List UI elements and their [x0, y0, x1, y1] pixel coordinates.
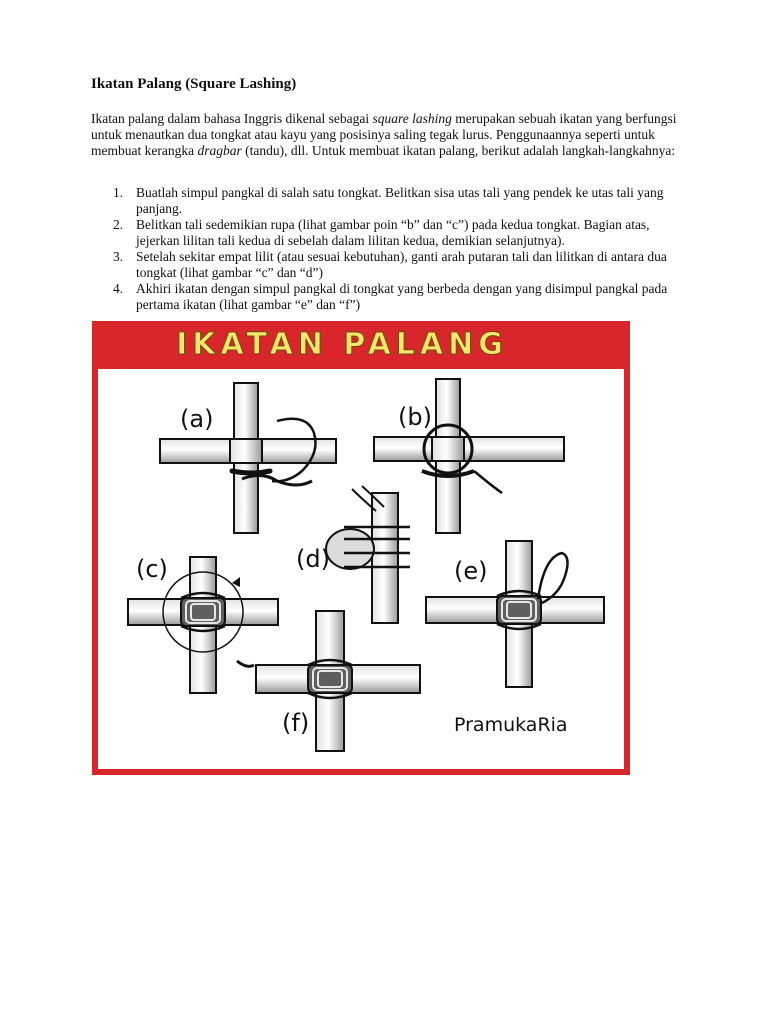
list-item [91, 249, 691, 281]
label-c: (c) [136, 555, 168, 583]
figure-banner-title: IKATAN PALANG [176, 327, 508, 362]
step-text: Belitkan tali sedemikian rupa (lihat gambar poin “b” dan “c”) pada kedua tongkat. Bagian atas, jejerkan lilitan tali kedua di sebelah dalam lilitan kedua, demikian selanjutnya). [136, 217, 650, 248]
step-number: 2. [113, 217, 124, 232]
label-b: (b) [398, 403, 432, 431]
steps-list [91, 185, 691, 313]
intro-text-2: merupakan sebuah ikatan yang berfungsi untuk menautkan dua tongkat atau kayu yang posisinya saling tegak lurus. Penggunaannya seperti untuk membuat kerangka [91, 111, 677, 158]
figure-svg [92, 321, 630, 775]
list-item [91, 217, 691, 249]
list-item [91, 281, 691, 313]
step-number: 3. [113, 249, 124, 264]
intro-term-square-lashing: square lashing [372, 111, 452, 126]
step-number: 4. [113, 281, 124, 296]
intro-term-dragbar: dragbar [197, 143, 242, 158]
label-d: (d) [296, 545, 330, 573]
label-f: (f) [282, 709, 310, 737]
step-text: Buatlah simpul pangkal di salah satu tongkat. Belitkan sisa utas tali yang pendek ke utas tali yang panjang. [136, 185, 664, 216]
label-a: (a) [180, 405, 214, 433]
square-lashing-figure [92, 321, 630, 775]
figure-credit: PramukaRia [454, 714, 568, 736]
label-e: (e) [454, 557, 488, 585]
intro-paragraph [91, 111, 691, 159]
step-text: Setelah sekitar empat lilit (atau sesuai kebutuhan), ganti arah putaran tali dan lilitkan di antara dua tongkat (lihat gambar “c” dan “d”) [136, 249, 667, 280]
step-number: 1. [113, 185, 124, 200]
step-text: Akhiri ikatan dengan simpul pangkal di tongkat yang berbeda dengan yang disimpul pangkal pada pertama ikatan (lihat gambar “e” dan “f”) [136, 281, 668, 312]
intro-text-3: (tandu), dll. Untuk membuat ikatan palang, berikut adalah langkah-langkahnya: [241, 143, 676, 158]
list-item [91, 185, 691, 217]
intro-text-1: Ikatan palang dalam bahasa Inggris dikenal sebagai [91, 111, 373, 126]
document-title: Ikatan Palang (Square Lashing) [91, 76, 297, 92]
